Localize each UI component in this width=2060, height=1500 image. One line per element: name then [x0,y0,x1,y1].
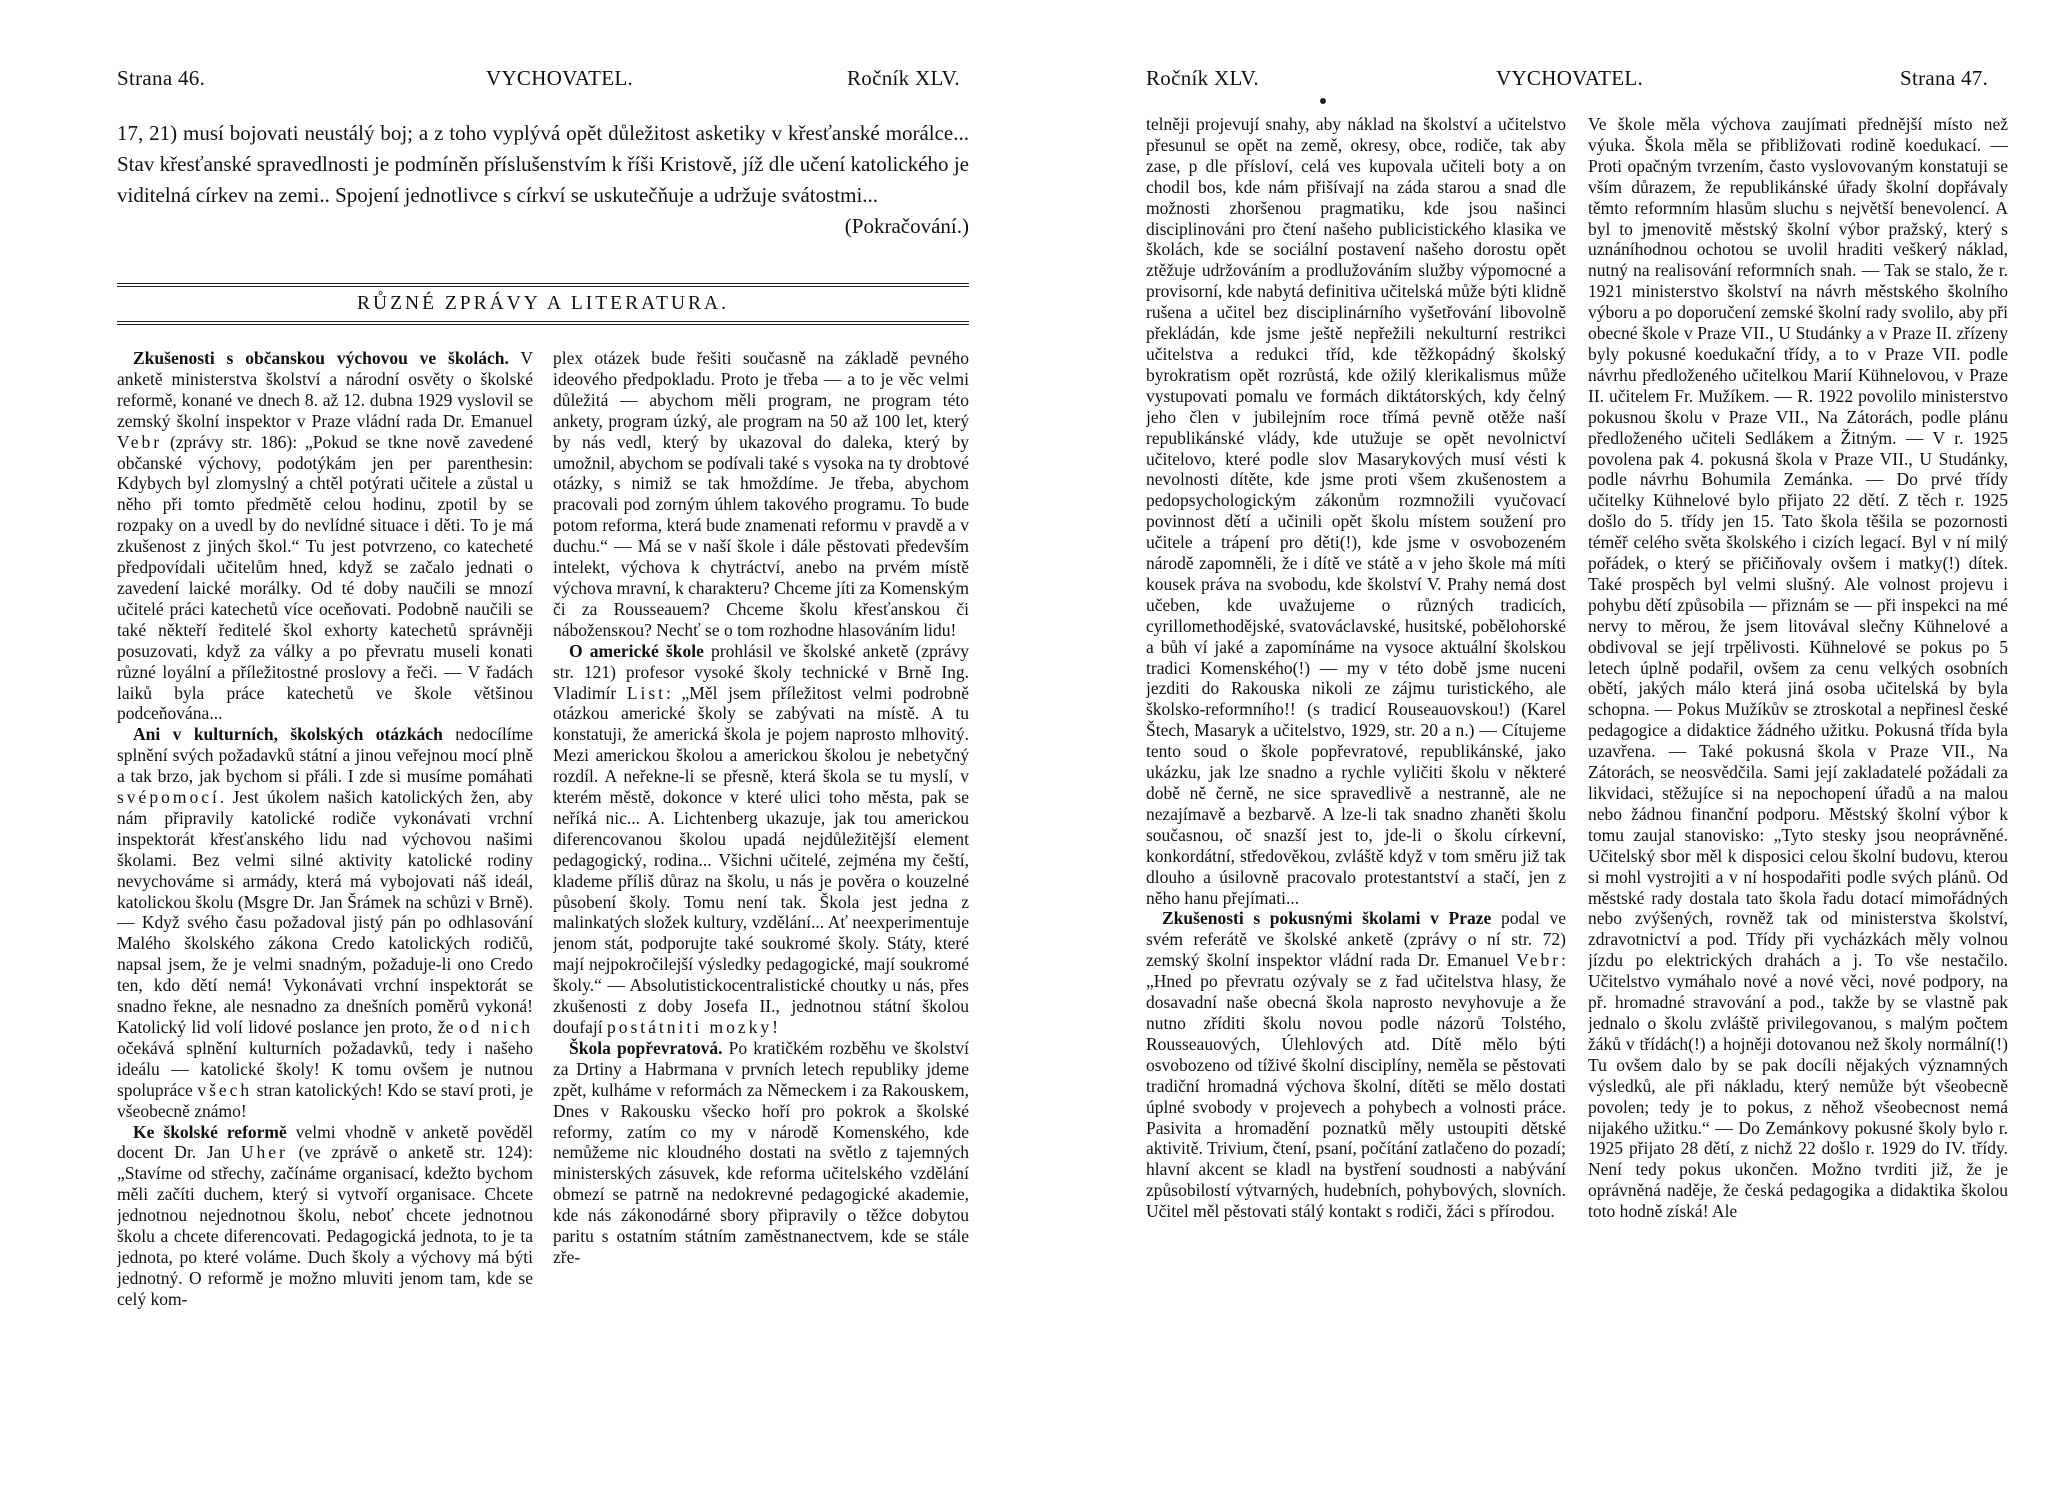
section-title: RŮZNÉ ZPRÁVY A LITERATURA. [357,293,729,314]
print-speck [1320,98,1326,104]
article-civic-education: Zkušenosti s občanskou výchovou ve školách. V anketě ministerstva školství a národní osvěty o školské reformě, konané ve dnech 8. až 12. dubna 1929 vyslovil se zemský školní inspektor v Praze vládní rada Dr. Emanuel Vebr (zprávy str. 186): „Pokud se tkne nově zavedené občanské výchovy, podotýkám jen per parenthesin: Kdybych byl zlomyslný a chtěl potýrati učitele a zůstal u něho při tomto předmětě celou hodinu, zpotil by se rozpaky on a uvedl by do nevlídné situace i děti. To je má zkušenost z jiných škol.“ Tu jest potvrzeno, co katecheté předpovídali učitelům hned, když se začalo jednati o zavedení laické morálky. Od té doby naučili se mnozí učitelé práci katechetů více oceňovati. Podobně naučili se také někteří ředitelé škol exhorty katechetů správněji posuzovati, když za války a po převratu museli konati různé loyální a příležitostné proslovy a řeči. — V řadách laiků byla práce katechetů ve škole většinou podceňována... [117,348,533,724]
running-title-left: VYCHOVATEL. [486,66,633,90]
article-postwar-school: Škola popřevratová. Po kratičkém rozběhu ve školství za Drtiny a Habrmana v prvních letech republiky jdeme zpět, kulháme v reformách za Německem i za Rakouskem, Dnes v Rakousku všecko hoří pro pokrok a školské reformy, zatím co my v národě Komenského, kde nemůžeme nic kloudného dostati na světlo z tajemných ministerských zásuvek, kde reforma učitelského vzdělání obmezí se patrně na nedokrevné pedagogické akademie, kde nás zákonodárné sbory připravily o těžce dobytou paritu s ostatním státním zaměstnanectvem, kde se stále zře- [553,1037,969,1267]
section-rule-top [117,283,969,284]
article-experimental-schools: Zkušenosti s pokusnými školami v Praze podal ve svém referátě ve školské anketě (zprávy o ní str. 72) zemský školní inspektor vládní rada Dr. Emanuel Vebr: „Hned po převratu ozývaly se z řad učitelstva hlasy, že dosavadní naše obecná škola naprosto nevyhovuje a že nutno zříditi školu novou podle názorů Tolstého, Rousseauových, Úlehlových atd. Dítě mělo býti osvobozeno od tíživé školní disciplíny, neměla se pěstovati tradiční hromadná výchova školní, dítěti se mělo dostati úplné svobody v projevech a pohybech a volnosti práce. Pasivita a hromadění poznatků měly ustoupiti dětské aktivitě. Trivium, čtení, psaní, počítání zatlačeno do pozadí; hlavní akcent se kladl na bystření soudnosti a nabývání způsobilostí výtvarných, hudebních, pohybových, slovních. Učitel měl pěstovati stálý kontakt s rodiči, žáci s přírodou. [1146,908,1566,1222]
page-number-right: Strana 47. [1900,66,1989,90]
intro-text: 17, 21) musí bojovati neustálý boj; a z toho vyplývá opět důležitost asketiky v křesťanské morálce... Stav křesťanské spravedlnosti je podmíněn příslušenstvím k říši Kristově, jíž dle učení katolického je viditelná církev na zemi.. Spojení jednotlivce s církví se uskutečňuje a udržuje svátostmi... [117,121,969,207]
volume-right: Ročník XLV. [1146,66,1259,90]
article-heading: Škola popřevratová. [569,1037,723,1058]
article-heading: Ani v kulturních, školských otázkách [133,724,443,745]
article-heading: Zkušenosti s občanskou výchovou ve školách. [133,348,509,368]
right-page [1030,0,2060,1500]
page-number-left: Strana 46. [117,66,206,90]
article-heading: O americké škole [569,640,704,661]
volume-left: Ročník XLV. [847,66,960,90]
section-rule-top-2 [117,286,969,287]
article-continuation: plex otázek bude řešiti současně na základě pevného ideového předpokladu. Proto je třeba — a to je věc velmi důležitá — abychom měli program, ne program této ankety, program úzký, ale program na 50 až 100 let, který by nás vedl, který by ukazoval do daleka, který by umožnil, abychom se podívali také s vysoka na ty drobtové otázky, s nimiž se tak hmoždíme. Je třeba, abychom pracovali pod zorným úhlem takového programu. To bude potom reforma, která bude znamenati reformu v pravdě a v duchu.“ — Má se v naší škole i dále pěstovati především intelekt, výchova k chytráctví, anebo na prvém místě výchova mravní, k charakteru? Chceme jíti za Komenským či za Rousseauem? Chceme školu křesťanskou či nábožensкou? Nechť se o tom rozhodne hlasováním lidu! [553,348,969,640]
right-column-2 [1588,114,2008,1490]
section-rule-bottom-2 [117,324,969,325]
right-column-1 [1146,114,1566,1490]
article-american-school: O americké škole prohlásil ve školské anketě (zprávy str. 121) profesor vysoké školy technické v Brně Ing. Vladimír List: „Měl jsem příležitost velmi podrobně otázkou americké školy se zabývati na místě. A tu konstatuji, že americká škola je pojem naprosto mlhovitý. Mezi americkou školou a americkou školou je nebetyčný rozdíl. A neřekne-li se přesně, která škola se tu myslí, v kterém městě, dokonce v které ulici toho města, pak se neříká nic... A. Lichtenberg ukazuje, jak tou americkou diferencovanou školou upadá nejdůležitější element pedagogický, rodina... Všichni učitelé, zejména my čeští, klademe příliš důraz na školu, u nás je pověra o kouzelné působení školy. Tomu není tak. Škola jest jedna z malinkatých složek kultury, vzdělání... Ať neexperimentuje jenom stát, podporujte také soukromé školy. Státy, které mají nejpokročilejší výsledky pedagogické, mají soukromé školy.“ — Absolutistickocentralistické choutky u nás, přes zkušenosti z doby Josefa II., jednotnou státní školou doufají postátniti mozky! [553,640,969,1037]
article-heading: Ke školské reformě [133,1121,287,1142]
article-continuation: telněji projevují snahy, aby náklad na školství a učitelstvo přesunul se opět na země, okresy, obce, rodiče, tak aby zase, p dle přísloví, celá ves kupovala učiteli boty a on chodil bos, kde nám přišívají na záda starou a snad dle možnosti zhoršenou pragmatiku, kde jsou našinci disciplinováni pro čtení našeho publicistického klasika ve školách, kde se sociální postavení našeho dorostu opět ztěžuje udržováním a prodlužováním služby výpomocné a provisorní, kde nabytá definitiva učitelská může býti klidně rušena a učitel bez disciplinárního vyšetřování libovolně překládán, kde jsme ještě nepřežili nekulturní restrikci učitelstva a redukci tříd, kde těžkopádný školský byrokratism opět rozrůstá, kde ožilý klerikalismus může vystupovati pomalu ve formách diktátorských, kdy čelný jeho člen v jubilejním roce třímá pevně otěže naší republikánské vlády, kde utužuje se opět nevolnictví učitelovo, které podle slov Masarykových musí vésti k nevolnosti dítěte, kde jsme proti všem zkušenostem a pedopsychologickým zákonům rozmnožili vyučovací povinnost dětí a učinili opět školu místem soužení pro učitele a trápení pro děti(!), kde jsme v osvobozeném národě zapomněli, že i dítě ve státě a v jeho škole má míti kousek práva na svobodu, kde školství V. Prahy nemá dost učeben, kde uvažujeme o různých tradicích, cyrillomethodějské, svatováclavské, husitské, pobělohorské a bůh ví jaké a zapomínáme na vysoce aktuální školskou tradici Komenského(!) — my v této době jsme nuceni jezditi do Rakouska nikoli ze zájmu turistického, ale školsko-reformního!! (s tradicí Rouseauovskou!) (Karel Štech, Masaryk a učitelstvo, 1929, str. 20 a n.) — Cítujeme tento soud o škole popřevratové, republikánské, jako ukázku, jak lze snadno a rychle vyličiti školu v některé době ně černě, ne sice spravedlivě a nestranně, ale ne nezajímavě a bezbarvě. A lze-li tak snadno zhaněti školu současnou, oč snazší jest to, jde-li o školu církevní, konkordátní, středověkou, zvláště když v tom směru již tak dlouho a úsilovně pracovalo protestantství a stačí, jen z něho hanu přejímati... [1146,114,1566,908]
continuation-note: (Pokračování.) [844,214,969,238]
left-column-1 [117,348,533,1488]
article-school-reform: Ke školské reformě velmi vhodně v anketě pověděl docent Dr. Jan Uher (ve zprávě o anketě str. 124): „Stavíme od střechy, začínáme organisací, kdežto bychom měli začíti duchem, který si vytvoří organisace. Chcete jednotnou nejednotnou školu, neboť chcete jednotnou školu a chcete diferencovati. Pedagogická jednota, to je ta jednota, po které voláme. Duch školy a výchovy má býti jednotný. O reformě je možno mluviti jenom tam, kde se celý kom- [117,1121,533,1309]
section-rule-bottom [117,321,969,322]
article-continuation: Ve škole měla výchova zaujímati přednější místo než výuka. Škola měla se přibližovati rodině koedukací. — Proti opačným tvrzením, často vyslovovaným konstatuji se vším důrazem, že republikánské úřady školní dopřávaly těmto reformním hlasům sluchu s největší benevolencí. A byl to jmenovitě městský školní výbor pražský, který s uznáníhodnou ochotou se uvolil hraditi veškerý náklad, nutný na realisování reformních snah. — Tak se stalo, že r. 1921 ministerstvo školství na návrh městského školního výboru a po doporučení zemské školní rady svolilo, aby při obecné škole v Praze VII., U Studánky a v Praze II. zřízeny byly pokusné koedukační třídy, a to v Praze VII. podle návrhu předloženého učitelkou Marií Kühnelovou, v Praze II. učitelem Fr. Mužíkem. — R. 1922 povolilo ministerstvo pokusnou školu v Praze VII., Na Zátorách, podle plánu předloženého učiteli Sedlákem a Žitným. — V r. 1925 povolena pak 4. pokusná škola v Praze VII., U Studánky, podle návrhu Bohumila Zemánka. — Do prvé třídy učitelky Kühnelové bylo přijato 22 dětí. Z těch r. 1925 došlo do 5. třídy jen 15. Tato škola těšila se pozornosti téměř celého světa školského i cizích legací. Byl v ní milý pořádek, o který se přičiňovaly ovšem i matky(!) dítek. Také prospěch byl velmi slušný. Ale volnost projevu i pohybu dětí způsobila — přiznám se — při inspekci na mé nervy to měrou, že jsem litovával slečny Kühnelové a obdivoval se její trpělivosti. Kühnelové se pokus po 5 letech úplně podařil, ovšem za cenu velkých osobních obětí, jakých málo která jiná osoba učitelská by byla schopna. — Pokus Mužíkův se ztroskotal a nepřinesl české pedagogice a didaktice žádného užitku. Pokusná třída byla uzavřena. — Také pokusná škola v Praze VII., Na Zátorách, se neosvědčila. Sami její zakladatelé požádali za likvidaci, stěžujíce si na nepochopení úřadů a na malou nebo žádnou finanční podporu. Městský školní výbor k tomu zaujal stanovisko: „Tyto stesky jsou neoprávněné. Učitelský sbor měl k disposici celou školní budovu, kterou si mohl vystrojiti a v ní hospodařiti podle svých plánů. Od městské rady dostala tato škola řadu dotací mimořádných nebo zvýšených, rovněž tak od ministerstva školství, zdravotnictví a pod. Třídy při vycházkách měly volnou jízdu po elektrických drahách a j. To vše nestačilo. Učitelstvo vymáhalo nové a nové věci, nové podpory, na př. hromadné stravování a pod., takže by se vlastně pak jednalo o školu zvláště privilegovanou, s malým počtem žáků v třídách(!) a hojněji dotovanou než školy normální(!) Tu ovšem dalo by se pak docíli nějakých významných výsledků, ale při nákladu, který nemůže být všeobecně povolen; tedy je to pokus, z něhož všeobecnost nemá nijakého užitku.“ — Do Zemánkovy pokusné školy bylo r. 1925 přijato 28 dětí, z nichž 22 došlo r. 1929 do IV. třídy. Není tedy pokus ukončen. Možno tvrditi již, že je oprávněná naděje, že česká pedagogika a didaktika školou toto hodně získá! Ale [1588,114,2008,1222]
article-heading: Zkušenosti s pokusnými školami v Praze [1162,908,1492,929]
intro-paragraph [117,118,969,242]
article-cultural-questions: Ani v kulturních, školských otázkách nedocílíme splnění svých požadavků státní a jinou veřejnou mocí plně a tak brzo, jak bychom si přáli. I zde si musíme pomáhati svépomocí. Jest úkolem našich katolických žen, aby nám připravily katolické rodiče vykonávati vrchní inspektorát křesťanského lidu nad výchovou našimi školami. Bez velmi silné aktivity katolické rodiny nevychováme si armády, která má vybojovati náš ideál, katolickou školu (Msgre Dr. Jan Šrámek na schůzi v Brně). — Když svého času požadoval jistý pán po odhlasování Malého školského zákona Credo katolických rodičů, napsal jsem, že je velmi snadným, požaduje-li ono Credo ten, kdo dětí nemá! Vykonávati vrchní inspektorát se snadno řekne, ale nesnadno za dnešních poměrů vykoná! Katolický lid volí lidové poslance jen proto, že od nich očekává splnění kulturních požadavků, tedy i našeho ideálu — katolické školy! K tomu ovšem je nutnou spolupráce všech stran katolických! Kdo se staví proti, je všeobecně známo! [117,724,533,1121]
left-column-2 [553,348,969,1488]
running-title-right: VYCHOVATEL. [1496,66,1643,90]
